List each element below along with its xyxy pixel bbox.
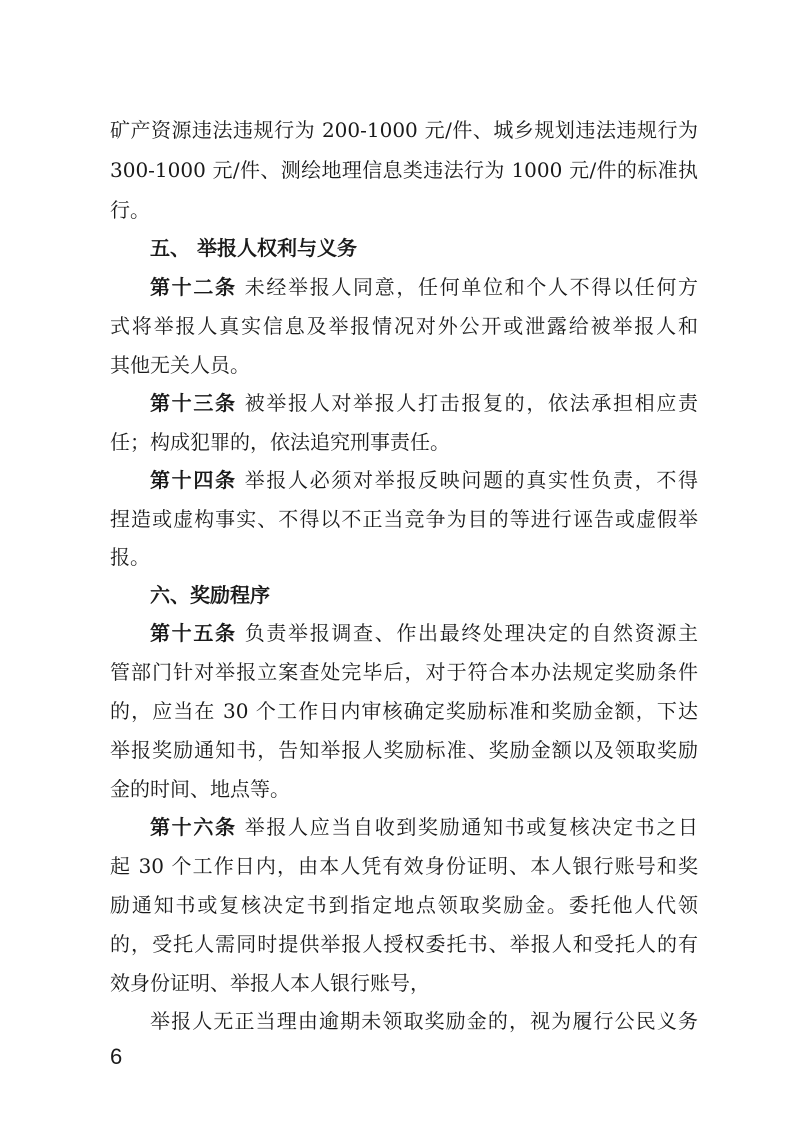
article-13-text-1: 被举报人对举报人打击报复的，依法承担相应责 — [236, 391, 699, 415]
article-16-line-4: 的，受托人需同时提供举报人授权委托书、举报人和受托人的有 — [110, 932, 698, 956]
article-16-line-5: 效身份证明、举报人本人银行账号， — [110, 971, 430, 995]
article-14-line-3: 报。 — [110, 545, 150, 569]
article-15-label: 第十五条 — [150, 621, 237, 645]
section-6-heading: 六、奖励程序 — [150, 583, 270, 607]
article-12-line-2: 式将举报人真实信息及举报情况对外公开或泄露给被举报人和 — [110, 314, 698, 338]
article-13-line-2: 任；构成犯罪的，依法追究刑事责任。 — [110, 430, 450, 454]
last-paragraph-line-1: 举报人无正当理由逾期未领取奖励金的，视为履行公民义务 — [150, 1009, 698, 1033]
article-16-line-3: 励通知书或复核决定书到指定地点领取奖励金。委托他人代领 — [110, 893, 698, 917]
article-12-line-1 — [150, 273, 698, 301]
article-14-text-1: 举报人必须对举报反映问题的真实性负责，不得 — [236, 468, 699, 492]
paragraph-top-line-1: 矿产资源违法违规行为 200-1000 元/件、城乡规划违法违规行为 — [110, 118, 698, 142]
article-15-line-3: 的，应当在 30 个工作日内审核确定奖励标准和奖励金额，下达 — [110, 699, 698, 723]
article-15-text-1: 负责举报调查、作出最终处理决定的自然资源主 — [236, 621, 699, 645]
article-12-text-1: 未经举报人同意，任何单位和个人不得以任何方 — [236, 275, 699, 299]
page-number: 6 — [110, 1044, 123, 1069]
article-15-line-1 — [150, 619, 698, 647]
section-5-heading: 五、 举报人权利与义务 — [150, 236, 357, 260]
article-15-line-5: 金的时间、地点等。 — [110, 777, 290, 801]
paragraph-top-line-3: 行。 — [110, 198, 150, 222]
article-16-label: 第十六条 — [150, 815, 237, 839]
article-12-label: 第十二条 — [150, 275, 237, 299]
article-14-line-2: 捏造或虚构事实、不得以不正当竞争为目的等进行诬告或虚假举 — [110, 507, 698, 531]
article-13-label: 第十三条 — [150, 391, 237, 415]
article-16-line-2: 起 30 个工作日内，由本人凭有效身份证明、本人银行账号和奖 — [110, 854, 698, 878]
article-14-line-1 — [150, 466, 698, 494]
paragraph-top-line-2: 300-1000 元/件、测绘地理信息类违法行为 1000 元/件的标准执 — [110, 158, 698, 182]
article-12-line-3: 其他无关人员。 — [110, 353, 250, 377]
article-13-line-1 — [150, 389, 698, 417]
article-16-line-1 — [150, 813, 698, 841]
article-16-text-1: 举报人应当自收到奖励通知书或复核决定书之日 — [236, 815, 699, 839]
article-15-line-2: 管部门针对举报立案查处完毕后，对于符合本办法规定奖励条件 — [110, 660, 698, 684]
article-14-label: 第十四条 — [150, 468, 237, 492]
article-15-line-4: 举报奖励通知书，告知举报人奖励标准、奖励金额以及领取奖励 — [110, 738, 698, 762]
